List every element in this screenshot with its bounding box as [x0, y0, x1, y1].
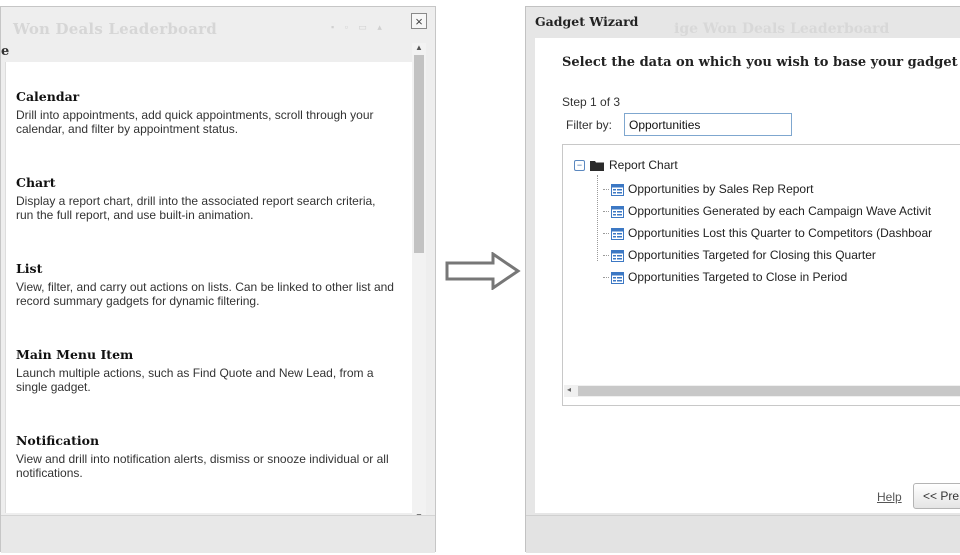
report-tree — [562, 144, 960, 406]
gadget-wizard-window — [525, 6, 960, 552]
tree-item-label: Opportunities Targeted to Close in Period — [628, 270, 848, 284]
gadget-title: Notification — [16, 433, 100, 448]
tree-item[interactable] — [603, 182, 813, 196]
list-item-notification[interactable] — [16, 433, 396, 480]
tree-item[interactable] — [603, 270, 847, 284]
vertical-scrollbar[interactable] — [412, 43, 426, 521]
scroll-up-icon[interactable]: ▲ — [415, 43, 423, 52]
gadget-list-window — [0, 6, 436, 552]
tree-item[interactable] — [603, 226, 932, 240]
window-footer — [1, 515, 435, 553]
horizontal-scrollbar[interactable] — [564, 385, 960, 397]
wizard-body — [535, 38, 960, 513]
gadget-title: Main Menu Item — [16, 347, 134, 362]
ghost-window-title: ige Won Deals Leaderboard — [674, 21, 890, 37]
gadget-description: View, filter, and carry out actions on lists. Can be linked to other list and record summary gadgets for dynamic filtering. — [16, 280, 394, 308]
filter-input[interactable] — [624, 113, 792, 136]
help-link[interactable]: Help — [877, 490, 902, 504]
tree-item-label: Opportunities Targeted for Closing this Quarter — [628, 248, 876, 262]
cut-off-heading: e — [1, 44, 10, 59]
tree-item-label: Opportunities Generated by each Campaign Wave Activit — [628, 204, 932, 218]
filter-label: Filter by: — [566, 118, 613, 132]
tree-item-label: Opportunities by Sales Rep Report — [628, 182, 814, 196]
gadget-title: Chart — [16, 175, 56, 190]
right-arrow-icon — [445, 252, 521, 290]
close-icon[interactable]: × — [411, 13, 427, 29]
collapse-icon[interactable]: − — [574, 160, 585, 171]
previous-button[interactable]: << Pre — [913, 483, 960, 509]
report-icon — [611, 228, 624, 240]
gadget-description: Launch multiple actions, such as Find Quote and New Lead, from a single gadget. — [16, 366, 374, 394]
gadget-description: Drill into appointments, add quick appointments, scroll through your calendar, and filter by appointment status. — [16, 108, 374, 136]
gadget-title: Calendar — [16, 89, 80, 104]
gadget-title: List — [16, 261, 43, 276]
report-icon — [611, 272, 624, 284]
folder-icon — [590, 160, 604, 171]
gadget-description: Display a report chart, drill into the associated report search criteria, run the full report, and use built-in animation. — [16, 194, 376, 222]
window-footer — [526, 515, 960, 553]
tree-item[interactable] — [603, 204, 931, 218]
gadget-description: View and drill into notification alerts, dismiss or snooze individual or all notifications. — [16, 452, 389, 480]
page-title: Select the data on which you wish to base your gadget — [562, 55, 958, 70]
gadget-type-list — [5, 62, 412, 513]
tree-node-label: Report Chart — [609, 158, 678, 172]
report-icon — [611, 250, 624, 262]
list-item-calendar[interactable] — [16, 89, 396, 136]
ghost-window-title: Won Deals Leaderboard — [13, 20, 217, 38]
scrollbar-thumb[interactable] — [414, 55, 424, 253]
report-icon — [611, 184, 624, 196]
step-indicator: Step 1 of 3 — [562, 95, 621, 109]
list-item-main-menu-item[interactable] — [16, 347, 396, 394]
ghost-title-controls: ▪ ▫ ▭ ▴ — [331, 22, 386, 32]
wizard-title: Gadget Wizard — [535, 14, 639, 29]
list-item-list[interactable] — [16, 261, 396, 308]
list-item-chart[interactable] — [16, 175, 396, 222]
tree-item[interactable] — [603, 248, 876, 262]
scrollbar-thumb[interactable] — [578, 386, 960, 396]
tree-item-label: Opportunities Lost this Quarter to Competitors (Dashboar — [628, 226, 933, 240]
tree-connector — [597, 175, 599, 261]
tree-node-report-chart[interactable] — [574, 158, 678, 172]
scroll-left-icon[interactable]: ◂ — [567, 385, 572, 394]
report-icon — [611, 206, 624, 218]
